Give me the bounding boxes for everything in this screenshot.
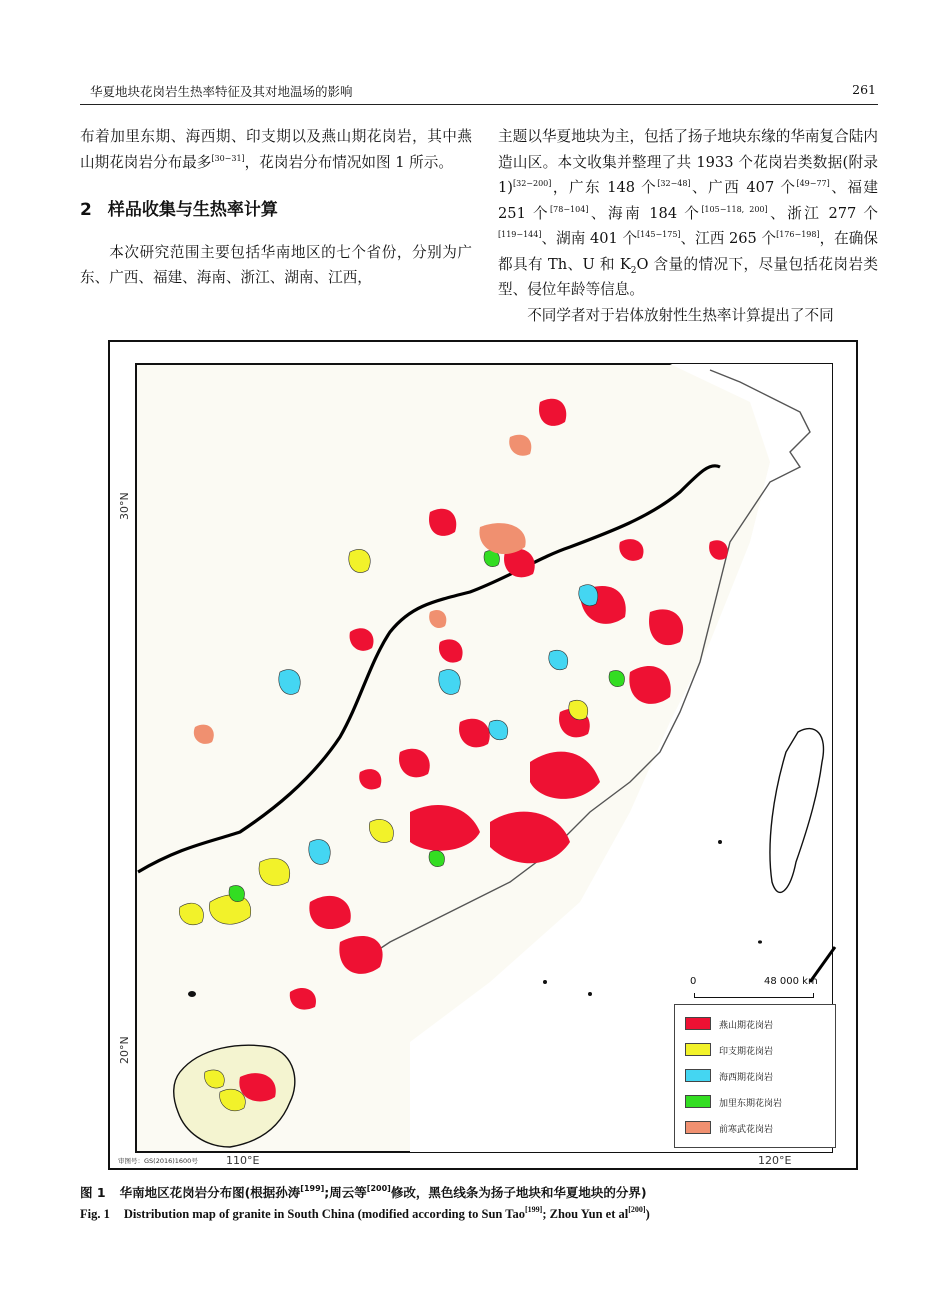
scale-label: 48 000 km	[764, 976, 818, 987]
lat-label-30n: 30°N	[118, 492, 131, 520]
legend-swatch	[685, 1017, 711, 1030]
legend-swatch	[685, 1121, 711, 1134]
lon-label-110e: 110°E	[226, 1154, 260, 1167]
granite-distribution-map	[108, 340, 858, 1170]
citation: [30−31]	[211, 153, 245, 163]
scale-bar	[690, 976, 830, 1006]
lat-label-20n: 20°N	[118, 1036, 131, 1064]
legend-swatch	[685, 1069, 711, 1082]
legend-label: 加里东期花岗岩	[719, 1099, 783, 1109]
legend-swatch	[685, 1095, 711, 1108]
legend-label: 燕山期花岗岩	[719, 1021, 774, 1031]
legend-label: 前寒武花岗岩	[719, 1125, 774, 1135]
left-column	[80, 124, 472, 291]
legend-label: 印支期花岗岩	[719, 1047, 774, 1057]
figure-caption-en: Fig. 1 Distribution map of granite in South China (modified according to Sun Tao[199]; Zhou Yun et al[200])	[80, 1205, 650, 1221]
paragraph: 不同学者对于岩体放射性生热率计算提出了不同	[527, 306, 834, 324]
paragraph: 布着加里东期、海西期、印支期以及燕山期花岗岩，其中燕山期花岗岩分布最多[30−31]，花岗岩分布情况如图 1 所示。	[80, 128, 472, 171]
header-title: 华夏地块花岗岩生热率特征及其对地温场的影响	[90, 84, 353, 99]
figure-caption-cn: 图 1 华南地区花岗岩分布图(根据孙涛[199];周云等[200]修改，黑色线条为扬子地块和华夏地块的分界)	[80, 1184, 647, 1200]
legend-label: 海西期花岗岩	[719, 1073, 774, 1083]
legend-swatch	[685, 1043, 711, 1056]
running-header	[80, 78, 878, 105]
paragraph: 本次研究范围主要包括华南地区的七个省份，分别为广东、广西、福建、海南、浙江、湖南、江西，	[80, 243, 472, 286]
section-title: 样品收集与生热率计算	[107, 200, 278, 220]
map-legend	[674, 1004, 836, 1148]
section-number: 2	[80, 200, 92, 220]
scale-line	[694, 993, 814, 998]
paragraph: 主题以华夏地块为主，包括了扬子地块东缘的华南复合陆内造山区。本文收集并整理了共 1933 个花岗岩类数据(附录 1)[32−200]，广东 148 个[32−48]、广西 407 个[49−77]、福建 251 个[78−104]、海南 184 个[105−118, 200]、浙江 277 个[119−144]、湖南 401 个[145−175]、江西 265 个[176−198]，在确保都具有 Th、U 和 $K_2O$ 含量的情况下，尽量包括花岗岩类型、侵位年龄等信息。	[498, 128, 879, 298]
right-column	[498, 124, 878, 328]
page-number: 261	[852, 82, 876, 97]
section-heading	[80, 198, 472, 224]
lon-label-120e: 120°E	[758, 1154, 792, 1167]
approval-number: 审图号：GS(2016)1600号	[118, 1157, 198, 1165]
scale-zero: 0	[690, 976, 697, 987]
